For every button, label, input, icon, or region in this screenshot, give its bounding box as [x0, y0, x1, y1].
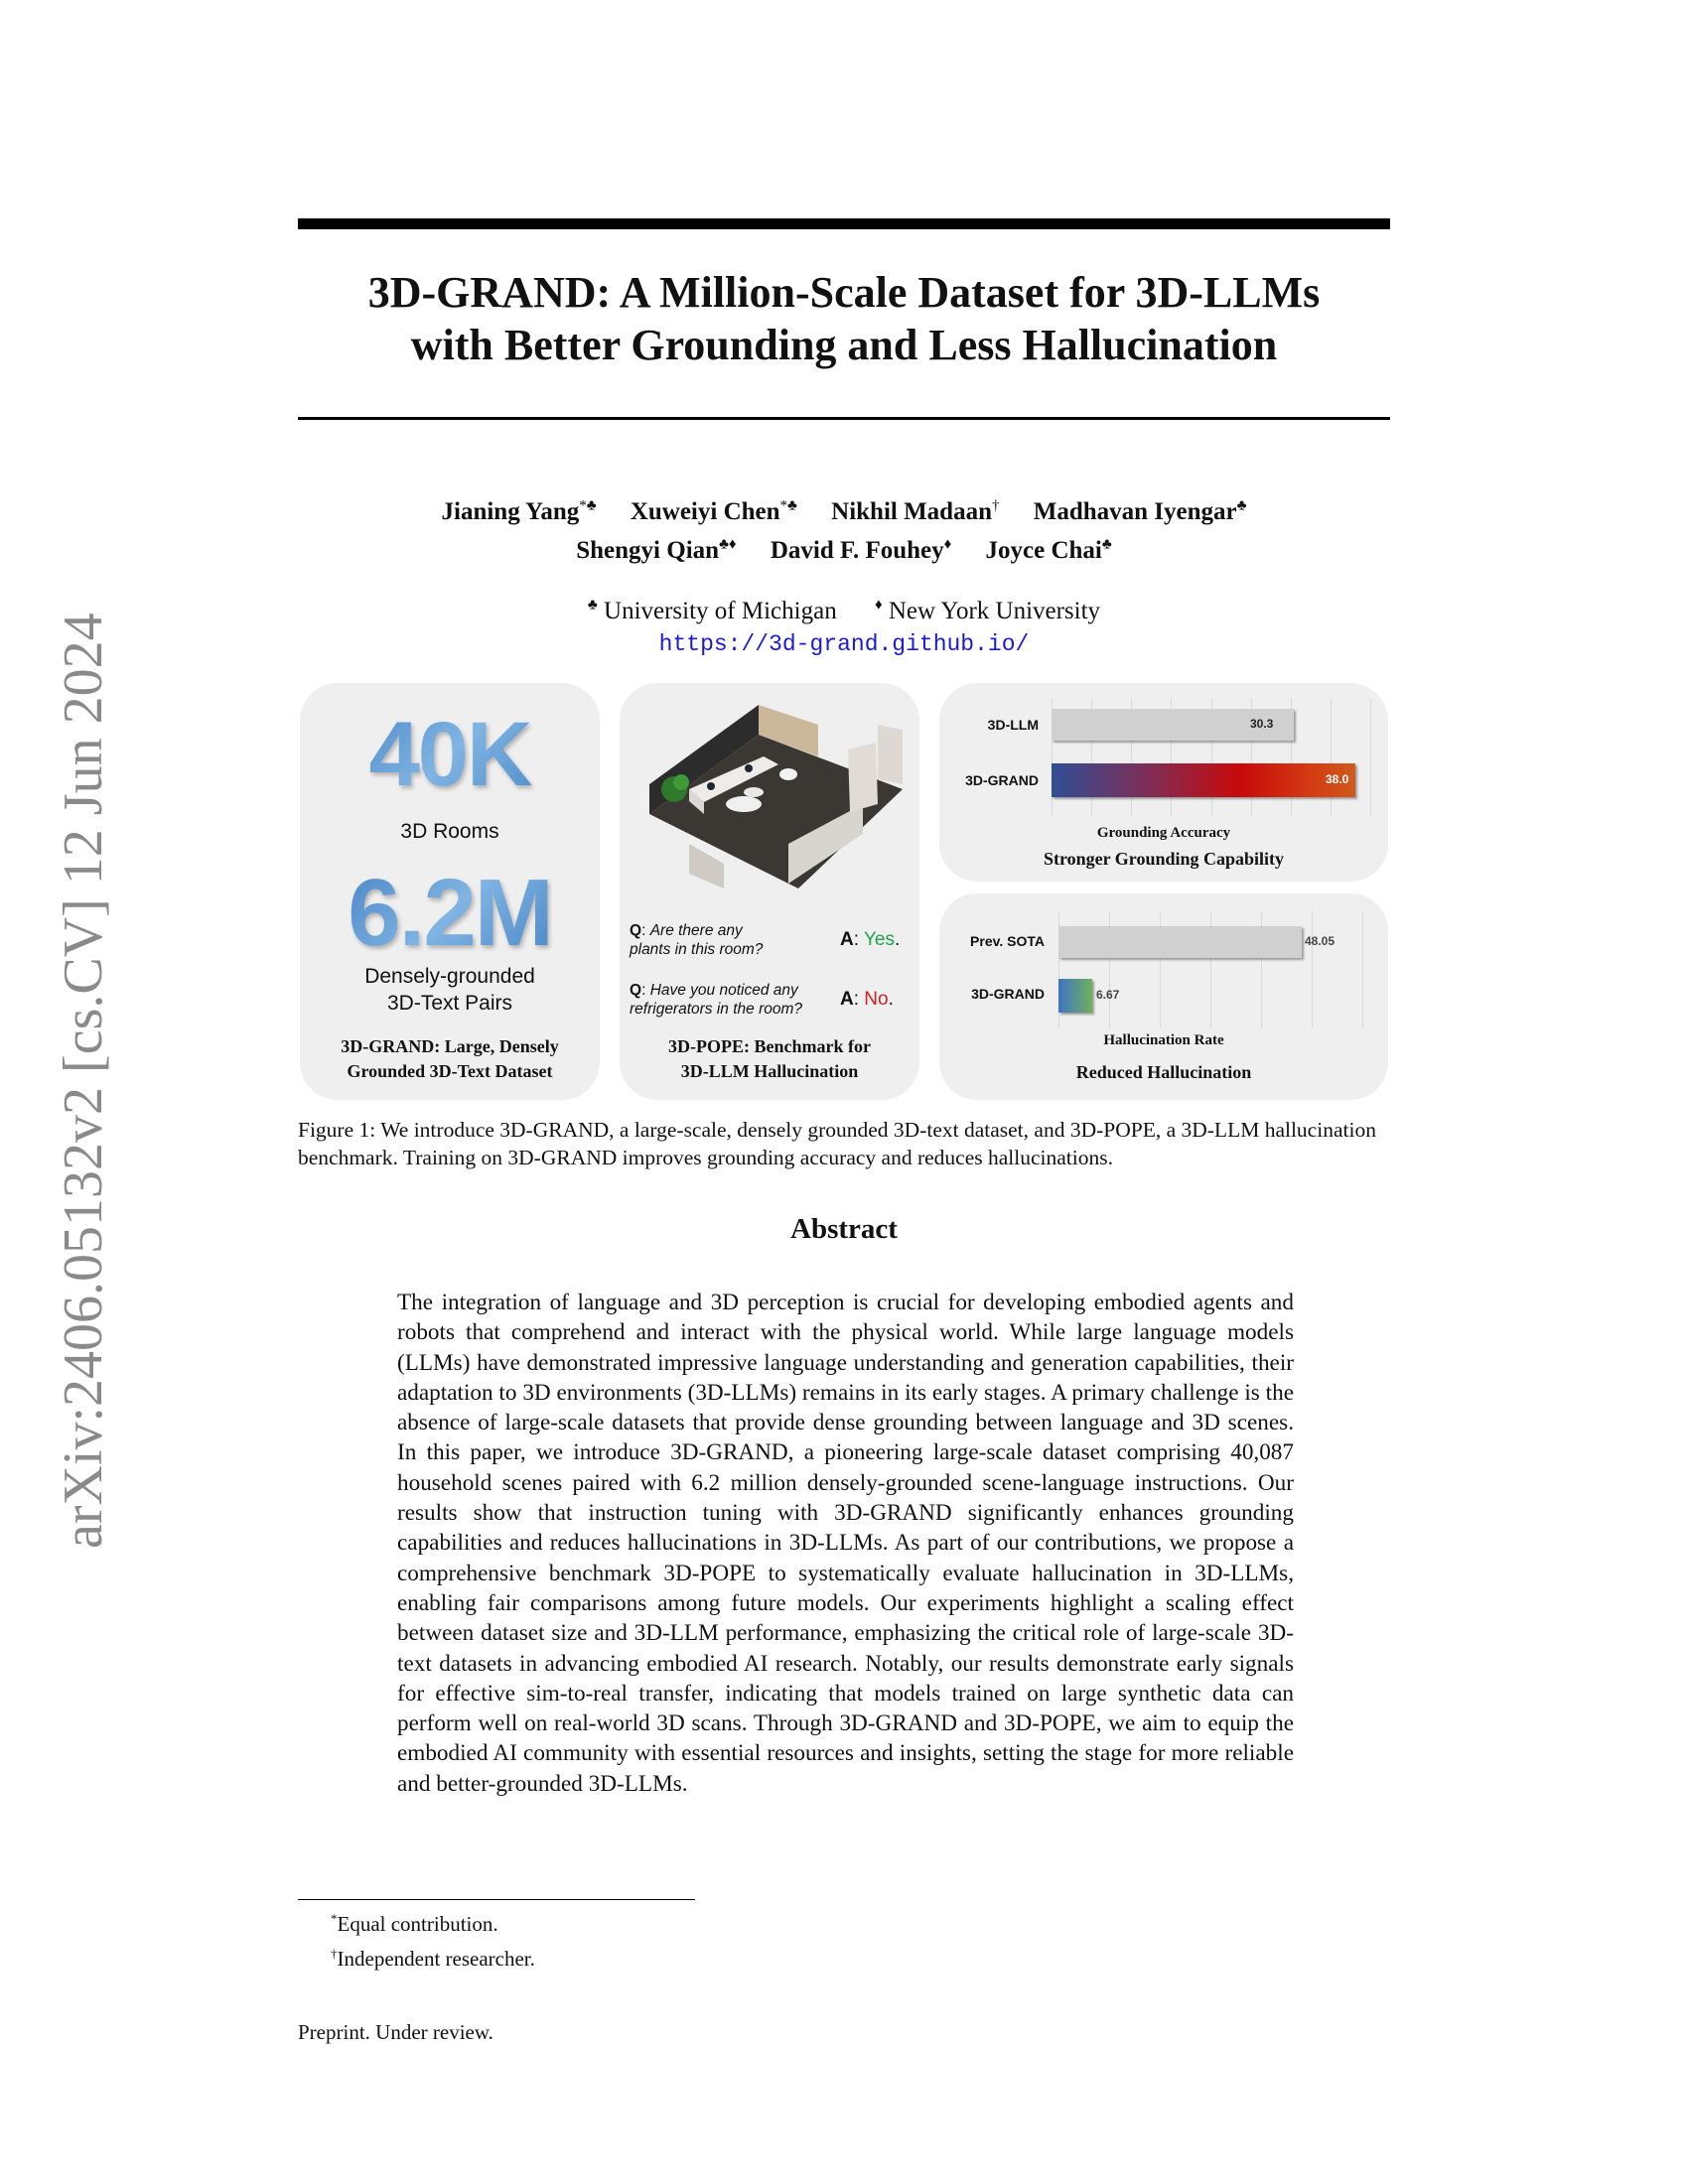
author: Jianing Yang*♣ [441, 498, 597, 526]
value-label: 38.0 [1326, 772, 1349, 786]
bar-3d-grand [1052, 763, 1355, 797]
chart-caption: Stronger Grounding Capability [1043, 849, 1285, 869]
value-label: 30.3 [1250, 717, 1274, 731]
abstract-body: The integration of language and 3D perception is crucial for developing embodied agents and robots that comprehend and interact with the physical world. While large language models (LLMs) have demonstrated impressive language understanding and generation capabilities, their adaptation to 3D environments (3D-LLMs) remains in its early stages. A primary challenge is the absence of large-scale datasets that provide dense grounding between language and 3D scenes. In this paper, we introduce 3D-GRAND, a pioneering large-scale dataset comprising 40,087 household scenes paired with 6.2 million densely-grounded scene-language instructions. Our results show that instruction tuning with 3D-GRAND significantly enhances grounding capabilities and reduces hallucinations in 3D-LLMs. As part of our contributions, we propose a comprehensive benchmark 3D-POPE to systematically evaluate hallucination in 3D-LLMs, enabling fair comparisons among future models. Our experiments highlight a scaling effect between dataset size and 3D-LLM performance, emphasizing the critical role of large-scale 3D-text datasets in advancing embodied AI research. Notably, our results demonstrate early signals for effective sim-to-real transfer, indicating that models trained on large synthetic data can perform well on real-world 3D scans. Through 3D-GRAND and 3D-POPE, we aim to equip the embodied AI community with essential resources and insights, setting the stage for more reliable and better-grounded 3D-LLMs. [397, 1290, 1294, 1797]
abstract-heading: Abstract [790, 1213, 898, 1245]
author-list [298, 490, 1390, 567]
author: Nikhil Madaan† [831, 498, 1000, 526]
arxiv-identifier: arXiv:2406.05132v2 [cs.CV] 12 Jun 2024 [53, 613, 114, 1549]
chart-plot-area [1058, 911, 1366, 1028]
grounding-accuracy-chart [939, 683, 1388, 882]
bar-3d-grand [1058, 979, 1092, 1013]
chart-plot-area [1052, 698, 1371, 817]
value-label: 48.05 [1305, 934, 1336, 948]
rooms-count: 40K [300, 705, 600, 804]
panel-caption: 3D-POPE: Benchmark for 3D-LLM Hallucination [668, 1036, 871, 1081]
pope-benchmark-panel [620, 683, 919, 1100]
room-scene-image [630, 695, 910, 893]
x-axis-title: Grounding Accuracy [1096, 825, 1231, 841]
value-label: 6.67 [1096, 988, 1120, 1002]
footnotes [331, 1904, 535, 1974]
footnote-rule [298, 1899, 695, 1900]
question: Q: Have you noticed any refrigerators in the room? [630, 982, 803, 1018]
title-rule-bottom [298, 417, 1390, 420]
title-rule-top [298, 218, 1390, 229]
bar-prev-sota [1058, 926, 1302, 958]
pairs-label: Densely-grounded 3D-Text Pairs [364, 965, 535, 1015]
title-line-1: 3D-GRAND: A Million-Scale Dataset for 3D-LLMs [367, 268, 1321, 317]
author: Joyce Chai♣ [985, 536, 1112, 564]
project-url-link[interactable]: https://3d-grand.github.io/ [658, 631, 1030, 658]
category-label: 3D-GRAND [965, 772, 1039, 788]
question: Q: Are there any plants in this room? [630, 922, 764, 958]
panel-caption: 3D-GRAND: Large, Densely Grounded 3D-Text Dataset [341, 1036, 559, 1081]
author: David F. Fouhey♦ [770, 536, 952, 564]
author: Shengyi Qian♣♦ [576, 536, 737, 564]
rooms-label: 3D Rooms [400, 820, 499, 843]
paper-title [298, 266, 1390, 371]
preprint-notice: Preprint. Under review. [298, 2020, 493, 2044]
pairs-count: 6.2M [300, 862, 600, 965]
answer: A: Yes. [840, 929, 901, 950]
affiliation: ♣ University of Michigan [587, 598, 837, 625]
footnote: †Independent researcher. [331, 1946, 535, 1971]
author: Xuweiyi Chen*♣ [630, 498, 797, 526]
affiliations [298, 590, 1390, 660]
x-axis-title: Hallucination Rate [1103, 1032, 1224, 1048]
answer: A: No. [840, 989, 894, 1010]
chart-caption: Reduced Hallucination [1075, 1062, 1252, 1082]
dataset-stats-panel [300, 683, 600, 1100]
hallucination-rate-chart [939, 893, 1388, 1100]
category-label: 3D-GRAND [971, 986, 1045, 1002]
category-label: 3D-LLM [987, 717, 1039, 733]
category-label: Prev. SOTA [970, 933, 1045, 949]
author: Madhavan Iyengar♣ [1033, 498, 1247, 526]
club-icon: ♣ [587, 598, 598, 614]
title-line-2: with Better Grounding and Less Hallucination [410, 321, 1278, 369]
figure-caption: Figure 1: We introduce 3D-GRAND, a large-scale, densely grounded 3D-text dataset, and 3D-POPE, a 3D-LLM hallucination benchmark. Training on 3D-GRAND improves grounding accuracy and reduces hallucinations. [298, 1118, 1376, 1169]
footnote: *Equal contribution. [331, 1911, 498, 1936]
affiliation: ♦ New York University [874, 598, 1101, 625]
diamond-icon: ♦ [874, 598, 883, 614]
